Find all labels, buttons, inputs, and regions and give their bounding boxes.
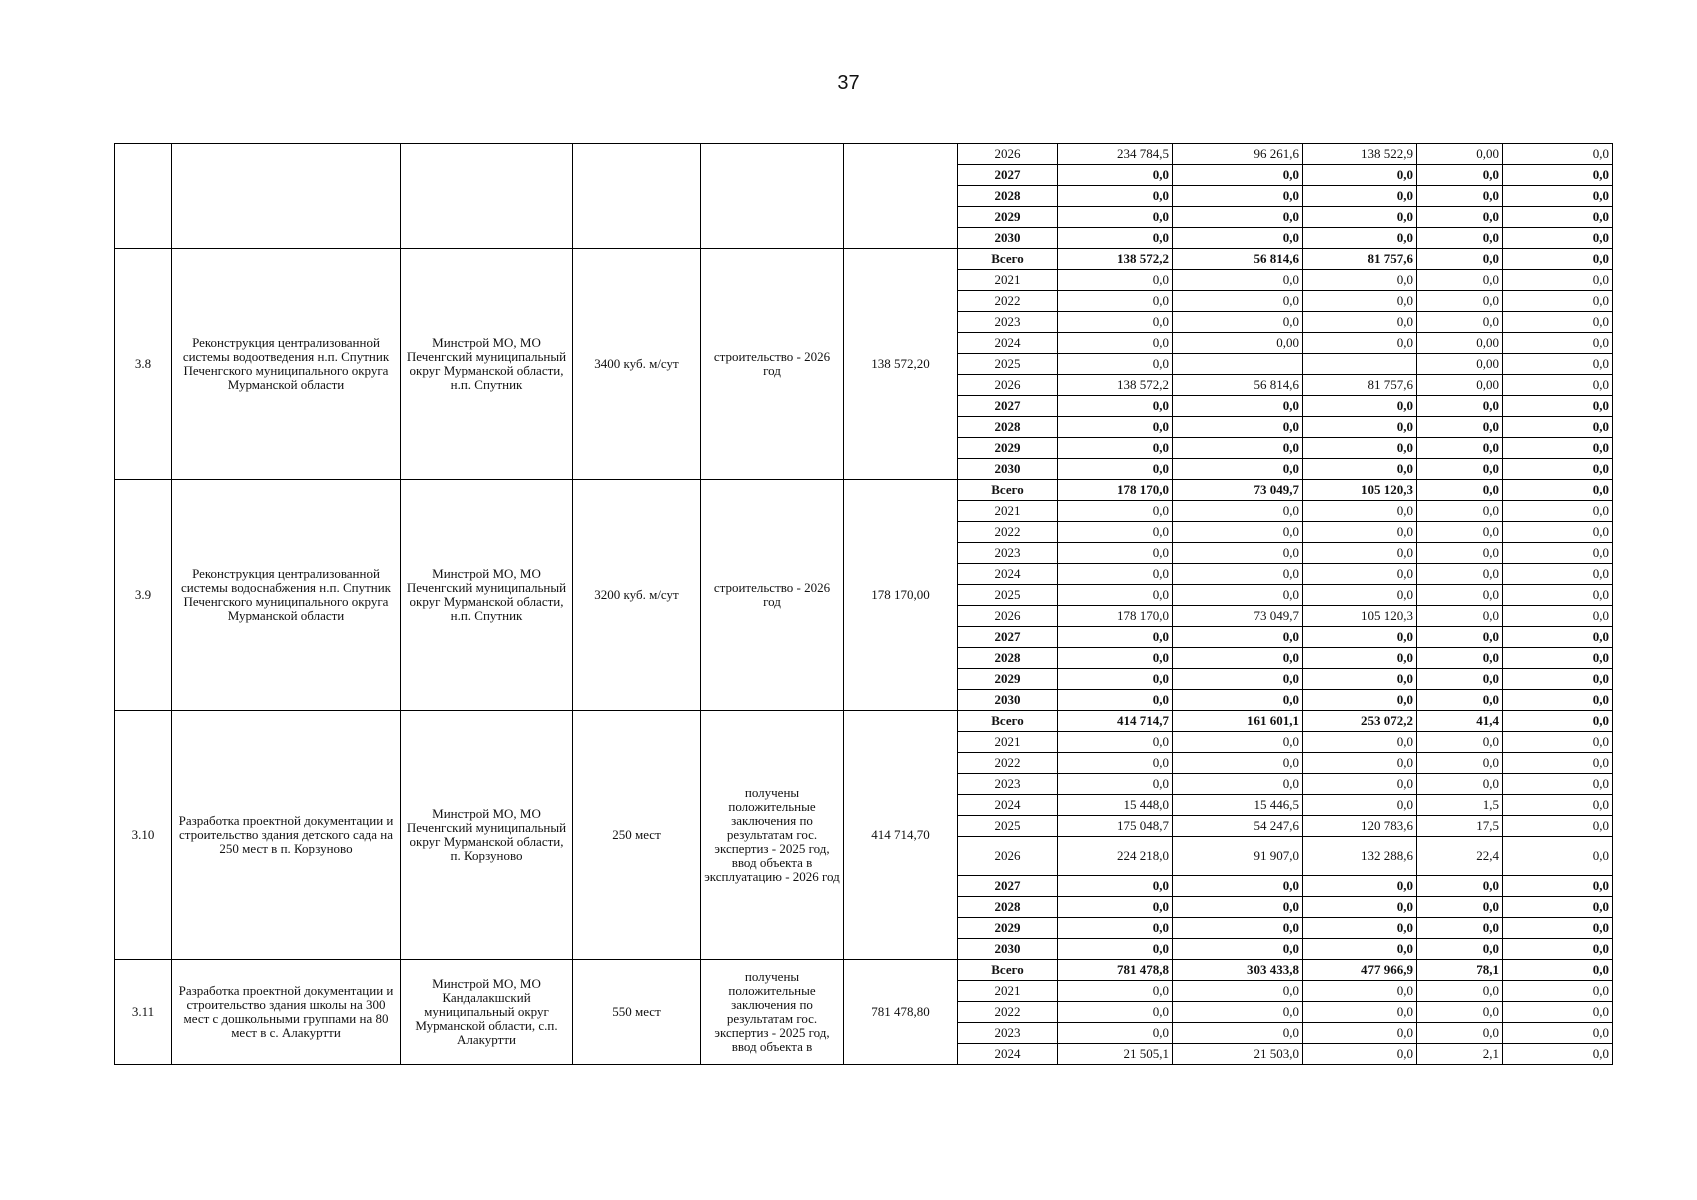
value-cell: 0,0 xyxy=(1058,270,1173,291)
value-cell: 0,0 xyxy=(1173,669,1303,690)
value-cell: 178 170,0 xyxy=(1058,480,1173,501)
value-cell: 0,0 xyxy=(1173,543,1303,564)
empty-cell xyxy=(844,144,958,249)
value-cell: 0,0 xyxy=(1417,312,1503,333)
value-cell: 0,0 xyxy=(1503,795,1613,816)
year-cell: Всего xyxy=(958,960,1058,981)
value-cell: 0,0 xyxy=(1303,333,1417,354)
year-cell: 2026 xyxy=(958,837,1058,876)
value-cell: 0,0 xyxy=(1058,732,1173,753)
table-row xyxy=(115,960,1613,981)
value-cell: 0,0 xyxy=(1058,312,1173,333)
project-capacity: 3200 куб. м/сут xyxy=(573,480,701,711)
value-cell: 21 503,0 xyxy=(1173,1044,1303,1065)
value-cell: 0,0 xyxy=(1503,333,1613,354)
value-cell: 0,0 xyxy=(1417,165,1503,186)
value-cell: 0,0 xyxy=(1058,459,1173,480)
table-row xyxy=(115,480,1613,501)
value-cell: 0,0 xyxy=(1173,690,1303,711)
value-cell: 0,0 xyxy=(1303,732,1417,753)
value-cell: 234 784,5 xyxy=(1058,144,1173,165)
value-cell: 0,0 xyxy=(1417,501,1503,522)
value-cell: 0,0 xyxy=(1417,207,1503,228)
value-cell: 0,0 xyxy=(1503,981,1613,1002)
value-cell: 0,0 xyxy=(1503,480,1613,501)
project-name: Реконструкция централизованной системы водоснабжения н.п. Спутник Печенгского муниципального округа Мурманской области xyxy=(172,480,401,711)
value-cell: 0,0 xyxy=(1417,186,1503,207)
project-cost: 178 170,00 xyxy=(844,480,958,711)
value-cell: 73 049,7 xyxy=(1173,606,1303,627)
value-cell: 253 072,2 xyxy=(1303,711,1417,732)
project-status: получены положительные заключения по результатам гос. экспертиз - 2025 год, ввод объекта в эксплуатацию - 2026 год xyxy=(701,711,844,960)
project-number: 3.9 xyxy=(115,480,172,711)
year-cell: 2022 xyxy=(958,522,1058,543)
value-cell: 0,0 xyxy=(1417,522,1503,543)
value-cell: 0,0 xyxy=(1417,459,1503,480)
value-cell: 0,0 xyxy=(1058,585,1173,606)
year-cell: 2023 xyxy=(958,543,1058,564)
value-cell: 0,0 xyxy=(1417,228,1503,249)
value-cell: 0,0 xyxy=(1173,291,1303,312)
value-cell: 0,0 xyxy=(1303,897,1417,918)
value-cell: 0,0 xyxy=(1303,774,1417,795)
value-cell: 0,0 xyxy=(1058,669,1173,690)
project-executor: Минстрой МО, МО Печенгский муниципальный округ Мурманской области, н.п. Спутник xyxy=(401,480,573,711)
value-cell: 0,0 xyxy=(1503,249,1613,270)
table-row xyxy=(115,249,1613,270)
value-cell: 0,0 xyxy=(1503,312,1613,333)
value-cell: 0,0 xyxy=(1417,585,1503,606)
value-cell: 120 783,6 xyxy=(1303,816,1417,837)
value-cell: 0,0 xyxy=(1417,606,1503,627)
value-cell: 0,0 xyxy=(1173,417,1303,438)
value-cell: 0,0 xyxy=(1503,270,1613,291)
value-cell: 105 120,3 xyxy=(1303,606,1417,627)
value-cell: 0,0 xyxy=(1058,501,1173,522)
value-cell: 81 757,6 xyxy=(1303,249,1417,270)
value-cell: 0,0 xyxy=(1173,438,1303,459)
value-cell: 0,0 xyxy=(1173,897,1303,918)
value-cell: 224 218,0 xyxy=(1058,837,1173,876)
value-cell: 0,0 xyxy=(1303,291,1417,312)
year-cell: 2024 xyxy=(958,795,1058,816)
value-cell: 96 261,6 xyxy=(1173,144,1303,165)
value-cell: 15 448,0 xyxy=(1058,795,1173,816)
value-cell: 0,0 xyxy=(1303,207,1417,228)
value-cell: 0,0 xyxy=(1058,939,1173,960)
value-cell: 0,0 xyxy=(1173,312,1303,333)
value-cell: 0,0 xyxy=(1058,417,1173,438)
value-cell: 0,0 xyxy=(1503,711,1613,732)
value-cell: 0,0 xyxy=(1503,648,1613,669)
value-cell: 0,0 xyxy=(1303,648,1417,669)
value-cell: 0,0 xyxy=(1173,165,1303,186)
value-cell: 17,5 xyxy=(1417,816,1503,837)
value-cell: 0,0 xyxy=(1173,1023,1303,1044)
value-cell: 0,0 xyxy=(1303,585,1417,606)
value-cell: 0,0 xyxy=(1503,186,1613,207)
value-cell: 0,0 xyxy=(1173,396,1303,417)
empty-cell xyxy=(701,144,844,249)
value-cell: 105 120,3 xyxy=(1303,480,1417,501)
value-cell: 132 288,6 xyxy=(1303,837,1417,876)
value-cell: 0,0 xyxy=(1417,897,1503,918)
value-cell: 0,0 xyxy=(1503,774,1613,795)
year-cell: 2030 xyxy=(958,939,1058,960)
year-cell: 2023 xyxy=(958,1023,1058,1044)
value-cell: 0,0 xyxy=(1503,627,1613,648)
value-cell: 0,0 xyxy=(1503,960,1613,981)
value-cell: 781 478,8 xyxy=(1058,960,1173,981)
value-cell: 0,0 xyxy=(1058,186,1173,207)
value-cell: 0,0 xyxy=(1417,918,1503,939)
empty-cell xyxy=(172,144,401,249)
value-cell: 0,0 xyxy=(1503,291,1613,312)
value-cell: 0,0 xyxy=(1058,897,1173,918)
value-cell: 0,0 xyxy=(1173,1002,1303,1023)
value-cell: 0,0 xyxy=(1503,564,1613,585)
value-cell: 0,0 xyxy=(1173,648,1303,669)
empty-cell xyxy=(115,144,172,249)
value-cell: 0,0 xyxy=(1417,669,1503,690)
value-cell: 0,0 xyxy=(1303,690,1417,711)
project-number: 3.11 xyxy=(115,960,172,1065)
value-cell: 2,1 xyxy=(1417,1044,1503,1065)
year-cell: 2023 xyxy=(958,774,1058,795)
value-cell: 0,0 xyxy=(1303,1044,1417,1065)
value-cell: 0,0 xyxy=(1058,876,1173,897)
value-cell: 0,0 xyxy=(1417,648,1503,669)
value-cell: 0,0 xyxy=(1503,606,1613,627)
year-cell: 2021 xyxy=(958,270,1058,291)
value-cell: 0,0 xyxy=(1173,501,1303,522)
year-cell: 2021 xyxy=(958,981,1058,1002)
value-cell: 0,0 xyxy=(1173,627,1303,648)
value-cell: 0,0 xyxy=(1417,1002,1503,1023)
value-cell: 0,0 xyxy=(1173,564,1303,585)
project-capacity: 3400 куб. м/сут xyxy=(573,249,701,480)
project-status: строительство - 2026 год xyxy=(701,249,844,480)
project-capacity: 250 мест xyxy=(573,711,701,960)
value-cell: 56 814,6 xyxy=(1173,249,1303,270)
project-name: Разработка проектной документации и строительство здания детского сада на 250 мест в п. Корзуново xyxy=(172,711,401,960)
value-cell: 0,0 xyxy=(1417,417,1503,438)
value-cell: 0,0 xyxy=(1303,564,1417,585)
value-cell: 0,0 xyxy=(1503,1023,1613,1044)
value-cell: 138 572,2 xyxy=(1058,249,1173,270)
value-cell: 0,0 xyxy=(1303,1023,1417,1044)
value-cell: 0,0 xyxy=(1417,627,1503,648)
year-cell: 2022 xyxy=(958,1002,1058,1023)
value-cell: 0,0 xyxy=(1173,774,1303,795)
value-cell: 0,0 xyxy=(1417,690,1503,711)
value-cell: 0,0 xyxy=(1503,753,1613,774)
value-cell: 41,4 xyxy=(1417,711,1503,732)
value-cell: 1,5 xyxy=(1417,795,1503,816)
year-cell: 2027 xyxy=(958,627,1058,648)
year-cell: 2030 xyxy=(958,459,1058,480)
value-cell: 0,0 xyxy=(1303,228,1417,249)
value-cell: 0,0 xyxy=(1058,627,1173,648)
value-cell: 0,00 xyxy=(1417,333,1503,354)
value-cell: 0,0 xyxy=(1303,312,1417,333)
value-cell: 0,00 xyxy=(1417,375,1503,396)
year-cell: 2030 xyxy=(958,228,1058,249)
value-cell: 0,0 xyxy=(1417,876,1503,897)
year-cell: 2028 xyxy=(958,417,1058,438)
value-cell: 0,0 xyxy=(1503,165,1613,186)
value-cell xyxy=(1173,354,1303,375)
year-cell: 2028 xyxy=(958,897,1058,918)
value-cell: 0,0 xyxy=(1303,501,1417,522)
value-cell: 138 572,2 xyxy=(1058,375,1173,396)
value-cell: 15 446,5 xyxy=(1173,795,1303,816)
value-cell: 0,0 xyxy=(1417,774,1503,795)
value-cell: 0,0 xyxy=(1503,918,1613,939)
value-cell: 0,0 xyxy=(1058,564,1173,585)
budget-table xyxy=(114,143,1613,1065)
year-cell: 2027 xyxy=(958,876,1058,897)
value-cell: 0,0 xyxy=(1058,1002,1173,1023)
value-cell: 414 714,7 xyxy=(1058,711,1173,732)
value-cell: 0,0 xyxy=(1303,981,1417,1002)
value-cell: 0,00 xyxy=(1173,333,1303,354)
value-cell: 0,0 xyxy=(1173,228,1303,249)
year-cell: 2021 xyxy=(958,732,1058,753)
year-cell: 2026 xyxy=(958,144,1058,165)
value-cell: 0,0 xyxy=(1503,354,1613,375)
value-cell: 56 814,6 xyxy=(1173,375,1303,396)
year-cell: 2021 xyxy=(958,501,1058,522)
value-cell: 0,0 xyxy=(1058,333,1173,354)
value-cell: 0,0 xyxy=(1417,939,1503,960)
value-cell: 0,0 xyxy=(1503,543,1613,564)
value-cell: 0,0 xyxy=(1417,564,1503,585)
value-cell: 22,4 xyxy=(1417,837,1503,876)
project-status: строительство - 2026 год xyxy=(701,480,844,711)
year-cell: 2024 xyxy=(958,564,1058,585)
value-cell: 0,0 xyxy=(1303,543,1417,564)
year-cell: 2026 xyxy=(958,375,1058,396)
value-cell: 0,0 xyxy=(1417,249,1503,270)
empty-cell xyxy=(401,144,573,249)
value-cell: 0,0 xyxy=(1503,585,1613,606)
value-cell: 0,0 xyxy=(1417,438,1503,459)
value-cell: 0,0 xyxy=(1503,876,1613,897)
value-cell: 0,0 xyxy=(1058,1023,1173,1044)
value-cell: 0,0 xyxy=(1303,438,1417,459)
value-cell: 0,0 xyxy=(1058,396,1173,417)
project-status: получены положительные заключения по результатам гос. экспертиз - 2025 год, ввод объекта в xyxy=(701,960,844,1065)
year-cell: 2030 xyxy=(958,690,1058,711)
project-name: Разработка проектной документации и строительство здания школы на 300 мест с дошкольными группами на 80 мест в с. Алакуртти xyxy=(172,960,401,1065)
value-cell: 0,0 xyxy=(1503,837,1613,876)
value-cell: 0,0 xyxy=(1173,981,1303,1002)
value-cell: 0,0 xyxy=(1417,732,1503,753)
value-cell: 178 170,0 xyxy=(1058,606,1173,627)
value-cell: 0,0 xyxy=(1503,1002,1613,1023)
value-cell: 0,0 xyxy=(1417,480,1503,501)
value-cell: 0,0 xyxy=(1058,438,1173,459)
value-cell: 0,0 xyxy=(1058,753,1173,774)
value-cell: 0,0 xyxy=(1058,981,1173,1002)
value-cell: 0,0 xyxy=(1503,732,1613,753)
value-cell: 0,0 xyxy=(1303,876,1417,897)
value-cell: 0,0 xyxy=(1503,228,1613,249)
value-cell: 0,0 xyxy=(1173,918,1303,939)
year-cell: 2022 xyxy=(958,753,1058,774)
value-cell: 0,0 xyxy=(1417,291,1503,312)
page-number: 37 xyxy=(837,72,860,94)
value-cell: 0,0 xyxy=(1303,795,1417,816)
year-cell: 2026 xyxy=(958,606,1058,627)
value-cell: 0,0 xyxy=(1303,627,1417,648)
value-cell: 0,0 xyxy=(1173,270,1303,291)
year-cell: 2022 xyxy=(958,291,1058,312)
year-cell: 2029 xyxy=(958,669,1058,690)
value-cell: 0,0 xyxy=(1173,207,1303,228)
project-number: 3.10 xyxy=(115,711,172,960)
project-executor: Минстрой МО, МО Кандалакшский муниципальный округ Мурманской области, с.п. Алакуртти xyxy=(401,960,573,1065)
value-cell xyxy=(1303,354,1417,375)
value-cell: 0,0 xyxy=(1303,939,1417,960)
value-cell: 0,0 xyxy=(1058,165,1173,186)
value-cell: 0,0 xyxy=(1503,690,1613,711)
value-cell: 0,0 xyxy=(1173,585,1303,606)
year-cell: Всего xyxy=(958,711,1058,732)
value-cell: 0,0 xyxy=(1417,1023,1503,1044)
value-cell: 0,0 xyxy=(1058,228,1173,249)
project-executor: Минстрой МО, МО Печенгский муниципальный округ Мурманской области, н.п. Спутник xyxy=(401,249,573,480)
value-cell: 0,0 xyxy=(1503,417,1613,438)
value-cell: 0,0 xyxy=(1058,774,1173,795)
value-cell: 0,0 xyxy=(1173,459,1303,480)
year-cell: 2027 xyxy=(958,165,1058,186)
value-cell: 0,0 xyxy=(1503,375,1613,396)
project-executor: Минстрой МО, МО Печенгский муниципальный округ Мурманской области, п. Корзуново xyxy=(401,711,573,960)
project-capacity: 550 мест xyxy=(573,960,701,1065)
value-cell: 0,0 xyxy=(1058,648,1173,669)
value-cell: 0,0 xyxy=(1173,186,1303,207)
value-cell: 138 522,9 xyxy=(1303,144,1417,165)
table-row xyxy=(115,144,1613,165)
value-cell: 0,0 xyxy=(1173,753,1303,774)
value-cell: 73 049,7 xyxy=(1173,480,1303,501)
value-cell: 91 907,0 xyxy=(1173,837,1303,876)
value-cell: 0,0 xyxy=(1503,459,1613,480)
table-row xyxy=(115,711,1613,732)
value-cell: 0,0 xyxy=(1058,918,1173,939)
value-cell: 0,0 xyxy=(1503,144,1613,165)
year-cell: 2025 xyxy=(958,816,1058,837)
value-cell: 175 048,7 xyxy=(1058,816,1173,837)
year-cell: 2024 xyxy=(958,1044,1058,1065)
year-cell: 2029 xyxy=(958,207,1058,228)
value-cell: 0,0 xyxy=(1503,669,1613,690)
project-number: 3.8 xyxy=(115,249,172,480)
year-cell: 2025 xyxy=(958,354,1058,375)
project-name: Реконструкция централизованной системы водоотведения н.п. Спутник Печенгского муниципального округа Мурманской области xyxy=(172,249,401,480)
value-cell: 0,0 xyxy=(1303,396,1417,417)
empty-cell xyxy=(573,144,701,249)
value-cell: 81 757,6 xyxy=(1303,375,1417,396)
value-cell: 0,0 xyxy=(1173,876,1303,897)
value-cell: 0,0 xyxy=(1058,207,1173,228)
value-cell: 477 966,9 xyxy=(1303,960,1417,981)
value-cell: 0,0 xyxy=(1173,522,1303,543)
value-cell: 0,0 xyxy=(1058,291,1173,312)
year-cell: Всего xyxy=(958,249,1058,270)
value-cell: 0,0 xyxy=(1058,543,1173,564)
value-cell: 0,0 xyxy=(1503,939,1613,960)
value-cell: 0,0 xyxy=(1303,417,1417,438)
value-cell: 0,0 xyxy=(1303,669,1417,690)
value-cell: 0,0 xyxy=(1503,438,1613,459)
value-cell: 0,0 xyxy=(1303,1002,1417,1023)
value-cell: 0,0 xyxy=(1303,165,1417,186)
value-cell: 0,0 xyxy=(1058,354,1173,375)
value-cell: 54 247,6 xyxy=(1173,816,1303,837)
value-cell: 0,0 xyxy=(1503,207,1613,228)
project-cost: 414 714,70 xyxy=(844,711,958,960)
value-cell: 0,0 xyxy=(1503,396,1613,417)
value-cell: 0,00 xyxy=(1417,354,1503,375)
value-cell: 0,0 xyxy=(1173,732,1303,753)
value-cell: 0,0 xyxy=(1303,753,1417,774)
value-cell: 0,0 xyxy=(1303,522,1417,543)
value-cell: 0,00 xyxy=(1417,144,1503,165)
value-cell: 0,0 xyxy=(1058,522,1173,543)
value-cell: 0,0 xyxy=(1417,270,1503,291)
value-cell: 0,0 xyxy=(1303,918,1417,939)
value-cell: 0,0 xyxy=(1503,522,1613,543)
project-cost: 138 572,20 xyxy=(844,249,958,480)
value-cell: 0,0 xyxy=(1303,186,1417,207)
year-cell: 2027 xyxy=(958,396,1058,417)
year-cell: 2024 xyxy=(958,333,1058,354)
value-cell: 0,0 xyxy=(1417,753,1503,774)
value-cell: 0,0 xyxy=(1058,690,1173,711)
year-cell: Всего xyxy=(958,480,1058,501)
value-cell: 0,0 xyxy=(1503,897,1613,918)
table-body xyxy=(115,144,1613,1065)
value-cell: 21 505,1 xyxy=(1058,1044,1173,1065)
value-cell: 0,0 xyxy=(1417,543,1503,564)
year-cell: 2025 xyxy=(958,585,1058,606)
year-cell: 2023 xyxy=(958,312,1058,333)
value-cell: 0,0 xyxy=(1303,459,1417,480)
value-cell: 78,1 xyxy=(1417,960,1503,981)
value-cell: 0,0 xyxy=(1417,981,1503,1002)
year-cell: 2029 xyxy=(958,438,1058,459)
value-cell: 0,0 xyxy=(1503,816,1613,837)
project-cost: 781 478,80 xyxy=(844,960,958,1065)
year-cell: 2029 xyxy=(958,918,1058,939)
year-cell: 2028 xyxy=(958,648,1058,669)
value-cell: 161 601,1 xyxy=(1173,711,1303,732)
value-cell: 303 433,8 xyxy=(1173,960,1303,981)
value-cell: 0,0 xyxy=(1173,939,1303,960)
value-cell: 0,0 xyxy=(1417,396,1503,417)
value-cell: 0,0 xyxy=(1303,270,1417,291)
year-cell: 2028 xyxy=(958,186,1058,207)
value-cell: 0,0 xyxy=(1503,501,1613,522)
value-cell: 0,0 xyxy=(1503,1044,1613,1065)
